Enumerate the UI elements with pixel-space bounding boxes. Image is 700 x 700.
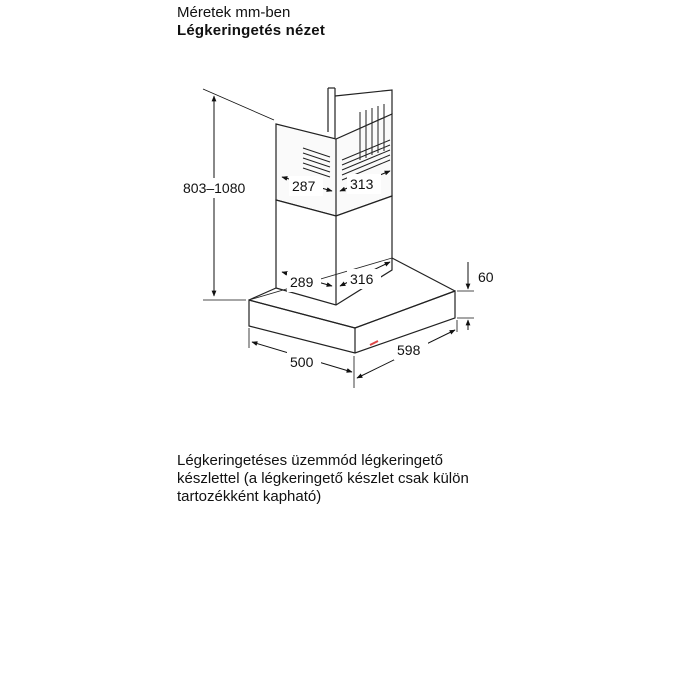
caption-line-2: készlettel (a légkeringető készlet csak külön <box>177 470 469 487</box>
view-title: Légkeringetés nézet <box>177 22 326 39</box>
hood-width-label: 598 <box>397 342 421 358</box>
hood-drawing <box>249 88 455 353</box>
upper-chimney <box>276 88 392 216</box>
lower-chimney-width-label: 289 <box>290 274 314 290</box>
lower-chimney-depth-label: 316 <box>350 271 374 287</box>
hood-thickness-label: 60 <box>478 269 494 285</box>
caption-line-3: tartozékként kapható) <box>177 488 322 505</box>
caption-line-1: Légkeringetéses üzemmód légkeringető <box>177 452 443 469</box>
upper-chimney-width-label: 287 <box>292 178 316 194</box>
caption <box>177 452 517 506</box>
height-range-label: 803–1080 <box>183 180 246 196</box>
units-note: Méretek mm-ben <box>177 4 291 21</box>
hood-depth-label: 500 <box>290 354 314 370</box>
upper-chimney-depth-label: 313 <box>350 176 374 192</box>
